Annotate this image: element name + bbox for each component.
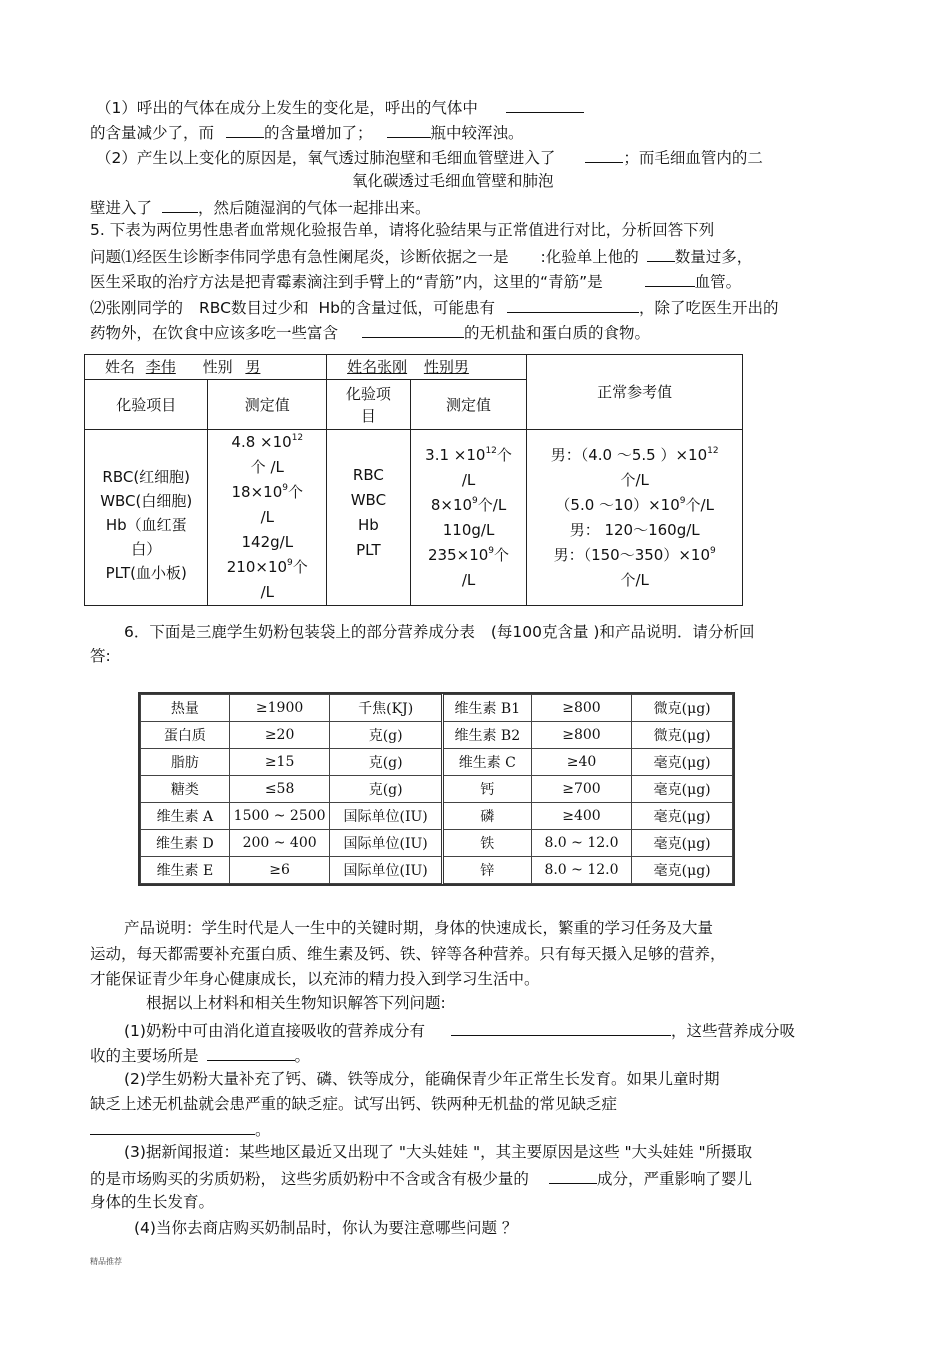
patient1-header: 姓名 李伟 性别 男 [85,355,327,380]
nutrition-row [141,803,733,830]
answer-blank[interactable] [162,196,198,213]
desc-line-4: 根据以上材料和相关生物知识解答下列问题: [146,994,446,1012]
nutrition-cell: 国际单位(IU) [330,857,442,884]
q6-line-1: 6．下面是三鹿学生奶粉包装袋上的部分营养成分表 (每100克含量 )和产品说明．请分析回 [124,623,755,641]
value-header-1: 测定值 [208,380,327,430]
q4-line-1: （1）呼出的气体在成分上发生的变化是，呼出的气体中 [96,96,584,118]
nutrition-cell: 维生素 E [141,857,230,884]
nutrition-table [138,692,735,886]
q4-line-3: （2）产生以上变化的原因是，氧气透过肺泡壁和毛细血管壁进入了 ；而毛细血管内的二 [96,146,763,168]
q5-line-5: 药物外，在饮食中应该多吃一些富含 的无机盐和蛋白质的食物。 [90,321,650,343]
nutrition-row [141,776,733,803]
nutrition-cell: ≥40 [531,749,632,776]
subq4-line: (4)当你去商店购买奶制品时，你认为要注意哪些问题 ？ [134,1219,518,1237]
nutrition-cell: ≥15 [229,749,330,776]
answer-blank[interactable] [90,1118,255,1135]
desc-line-1: 产品说明：学生时代是人一生中的关键时期，身体的快速成长，繁重的学习任务及大量 [124,919,714,937]
nutrition-cell: 钙 [442,776,531,803]
items-header-2: 化验项 目 [327,380,411,430]
values-list-1: $4.8 \times 10^{12}$ 个 /L $18\times 10^9$个 /L 142g/L $210\times 10^9$个 /L [208,430,327,606]
q5-line-4: ⑵张刚同学的 RBC数目过少和 Hb的含量过低，可能患有 ，除了吃医生开出的 [90,296,779,318]
nutrition-cell: 克(g) [330,749,442,776]
answer-blank[interactable] [207,1044,295,1061]
nutrition-cell: 磷 [442,803,531,830]
q5-line-2: 问题⑴经医生诊断李伟同学患有急性阑尾炎，诊断依据之一是 :化验单上他的 数量过多， [90,245,752,267]
subq3-line-1: (3)据新闻报道：某些地区最近又出现了 "大头娃娃 "，其主要原因是这些 "大头娃娃 "所摄取 [124,1143,753,1161]
patient2-header: 姓名张刚 性别男 [327,355,527,380]
answer-blank[interactable] [362,321,464,338]
subq2-line-3: 。 [90,1118,271,1140]
blood-test-table [84,354,743,606]
items-list-1: RBC(红细胞) WBC(白细胞) Hb（血红蛋 白） PLT(血小板) [85,430,208,606]
answer-blank[interactable] [507,296,639,313]
nutrition-cell: 国际单位(IU) [330,830,442,857]
nutrition-cell: 蛋白质 [141,722,230,749]
nutrition-cell: 毫克(μg) [632,803,733,830]
nutrition-cell: ≥20 [229,722,330,749]
items-list-2: RBC WBC Hb PLT [327,430,411,606]
nutrition-cell: ≥400 [531,803,632,830]
nutrition-cell: 锌 [442,857,531,884]
nutrition-cell: 维生素 D [141,830,230,857]
nutrition-cell: 脂肪 [141,749,230,776]
nutrition-row [141,830,733,857]
nutrition-cell: ≥6 [229,857,330,884]
nutrition-row [141,857,733,884]
nutrition-cell: 维生素 A [141,803,230,830]
nutrition-cell: 毫克(μg) [632,857,733,884]
q4-line-2: 的含量减少了，而 的含量增加了； 瓶中较浑浊。 [90,121,524,143]
answer-blank[interactable] [647,245,675,262]
footer-note: 精品推荐 [90,1257,122,1266]
items-header-1: 化验项目 [85,380,208,430]
nutrition-cell: 国际单位(IU) [330,803,442,830]
nutrition-cell: ≤58 [229,776,330,803]
nutrition-cell: 8.0 ~ 12.0 [531,857,632,884]
answer-blank[interactable] [387,121,431,138]
normal-ref-header: 正常参考值 [527,355,743,430]
answer-blank[interactable] [451,1019,671,1036]
subq2-line-2: 缺乏上述无机盐就会患严重的缺乏症。试写出钙、铁两种无机盐的常见缺乏症 [90,1095,618,1113]
nutrition-row [141,722,733,749]
nutrition-cell: ≥800 [531,722,632,749]
subq1-line-2: 收的主要场所是 。 [90,1044,310,1066]
nutrition-row [141,695,733,722]
desc-line-3: 才能保证青少年身心健康成长，以充沛的精力投入到学习生活中。 [90,970,540,988]
nutrition-cell: 8.0 ~ 12.0 [531,830,632,857]
q5-line-3: 医生采取的治疗方法是把青霉素滴注到手臂上的“青筋”内，这里的“青筋”是 血管。 [90,270,741,292]
subq3-line-2: 的是市场购买的劣质奶粉， 这些劣质奶粉中不含或含有极少量的 成分，严重影响了婴儿 [90,1167,752,1189]
nutrition-cell: 铁 [442,830,531,857]
value-header-2: 测定值 [410,380,527,430]
nutrition-cell: 200 ~ 400 [229,830,330,857]
nutrition-cell: 微克(μg) [632,722,733,749]
nutrition-cell: 1500 ~ 2500 [229,803,330,830]
nutrition-cell: 克(g) [330,776,442,803]
nutrition-cell: 毫克(μg) [632,749,733,776]
answer-blank[interactable] [506,96,584,113]
nutrition-cell: ≥1900 [229,695,330,722]
desc-line-2: 运动，每天都需要补充蛋白质、维生素及钙、铁、锌等各种营养。只有每天摄入足够的营养， [90,945,726,963]
nutrition-cell: 维生素 B2 [442,722,531,749]
nutrition-cell: 毫克(μg) [632,830,733,857]
nutrition-cell: 微克(μg) [632,695,733,722]
nutrition-cell: 维生素 B1 [442,695,531,722]
subq3-line-3: 身体的生长发育。 [90,1193,215,1211]
nutrition-cell: 热量 [141,695,230,722]
q5-line-1: 5. 下表为两位男性患者血常规化验报告单，请将化验结果与正常值进行对比，分析回答下列 [90,221,715,239]
q6-line-2: 答: [90,647,111,665]
nutrition-cell: 千焦(KJ) [330,695,442,722]
answer-blank[interactable] [549,1167,597,1184]
nutrition-cell: 糖类 [141,776,230,803]
subq2-line-1: (2)学生奶粉大量补充了钙、磷、铁等成分，能确保青少年正常生长发育。如果儿童时期 [124,1070,720,1088]
nutrition-cell: 毫克(μg) [632,776,733,803]
q4-line-4: 氧化碳透过毛细血管壁和肺泡 [352,172,554,190]
nutrition-cell: 克(g) [330,722,442,749]
nutrition-cell: 维生素 C [442,749,531,776]
q4-line-5: 壁进入了 ，然后随湿润的气体一起排出来。 [90,196,431,218]
nutrition-cell: ≥800 [531,695,632,722]
answer-blank[interactable] [585,146,623,163]
answer-blank[interactable] [226,121,264,138]
normal-values: 男：（4.0 ～5.5 ）$\times 10^{12}$ 个/L （5.0 $\sim 10)\times 10^9$个/L 男： 120～160g/L 男：$(150\sim 350)\times 10^9$ 个/L [527,430,743,606]
nutrition-row [141,749,733,776]
values-list-2: $3.1 \times 10^{12}$个 /L $8\times 10^9$个/L 110g/L $235\times 10^9$个 /L [410,430,527,606]
answer-blank[interactable] [645,270,695,287]
nutrition-cell: ≥700 [531,776,632,803]
subq1-line-1: (1)奶粉中可由消化道直接吸收的营养成分有 ，这些营养成分吸 [124,1019,795,1041]
